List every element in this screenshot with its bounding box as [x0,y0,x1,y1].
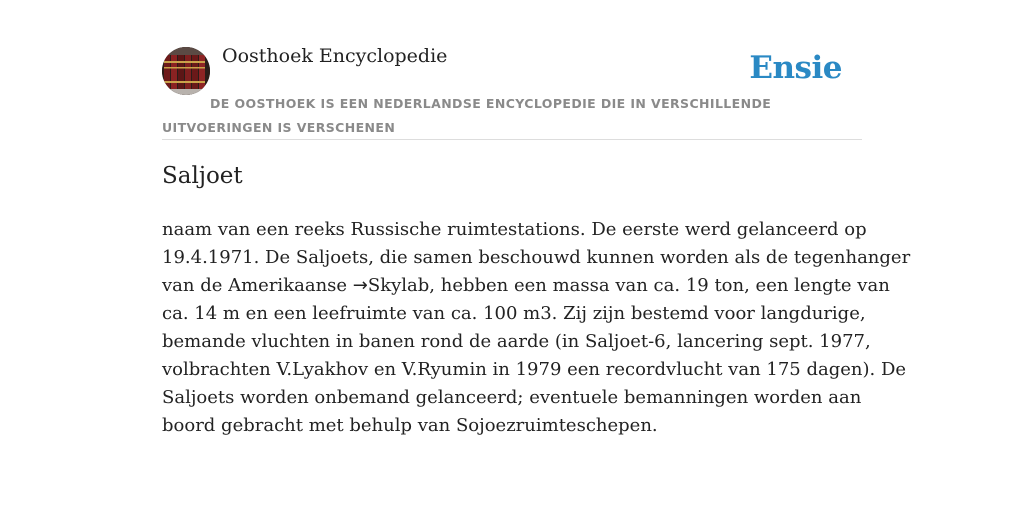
article-line: naam van een reeks Russische ruimtestations. De eerste werd gelanceerd op [162,219,867,240]
article-title: Saljoet [162,163,243,189]
encyclopedia-books-icon[interactable] [162,47,210,95]
article-line: boord gebracht met behulp van Sojoezruimteschepen. [162,415,658,436]
article-line: Saljoets worden onbemand gelanceerd; eventuele bemanningen worden aan [162,387,862,408]
article-text: , hebben een massa van ca. 19 ton, een lengte van [429,275,890,296]
article-line: 19.4.1971. De Saljoets, die samen beschouwd kunnen worden als de tegenhanger [162,247,911,268]
skylab-link[interactable]: Skylab [367,275,430,296]
cross-reference-arrow-icon: → [352,275,368,296]
article-line: ca. 14 m en een leefruimte van ca. 100 m3. Zij zijn bestemd voor langdurige, [162,303,866,324]
ensie-logo[interactable]: Ensie [749,50,842,86]
article-line: volbrachten V.Lyakhov en V.Ryumin in 1979 een recordvlucht van 175 dagen). De [162,359,907,380]
header-divider [162,139,862,140]
article-text: van de Amerikaanse [162,275,353,296]
source-description: DE OOSTHOEK IS EEN NEDERLANDSE ENCYCLOPEDIE DIE IN VERSCHILLENDE UITVOERINGEN IS VERSCHENEN [162,96,772,135]
source-title[interactable]: Oosthoek Encyclopedie [222,45,448,67]
article-line [162,272,890,300]
article-line: bemande vluchten in banen rond de aarde (in Saljoet-6, lancering sept. 1977, [162,331,871,352]
article-body [162,216,911,440]
